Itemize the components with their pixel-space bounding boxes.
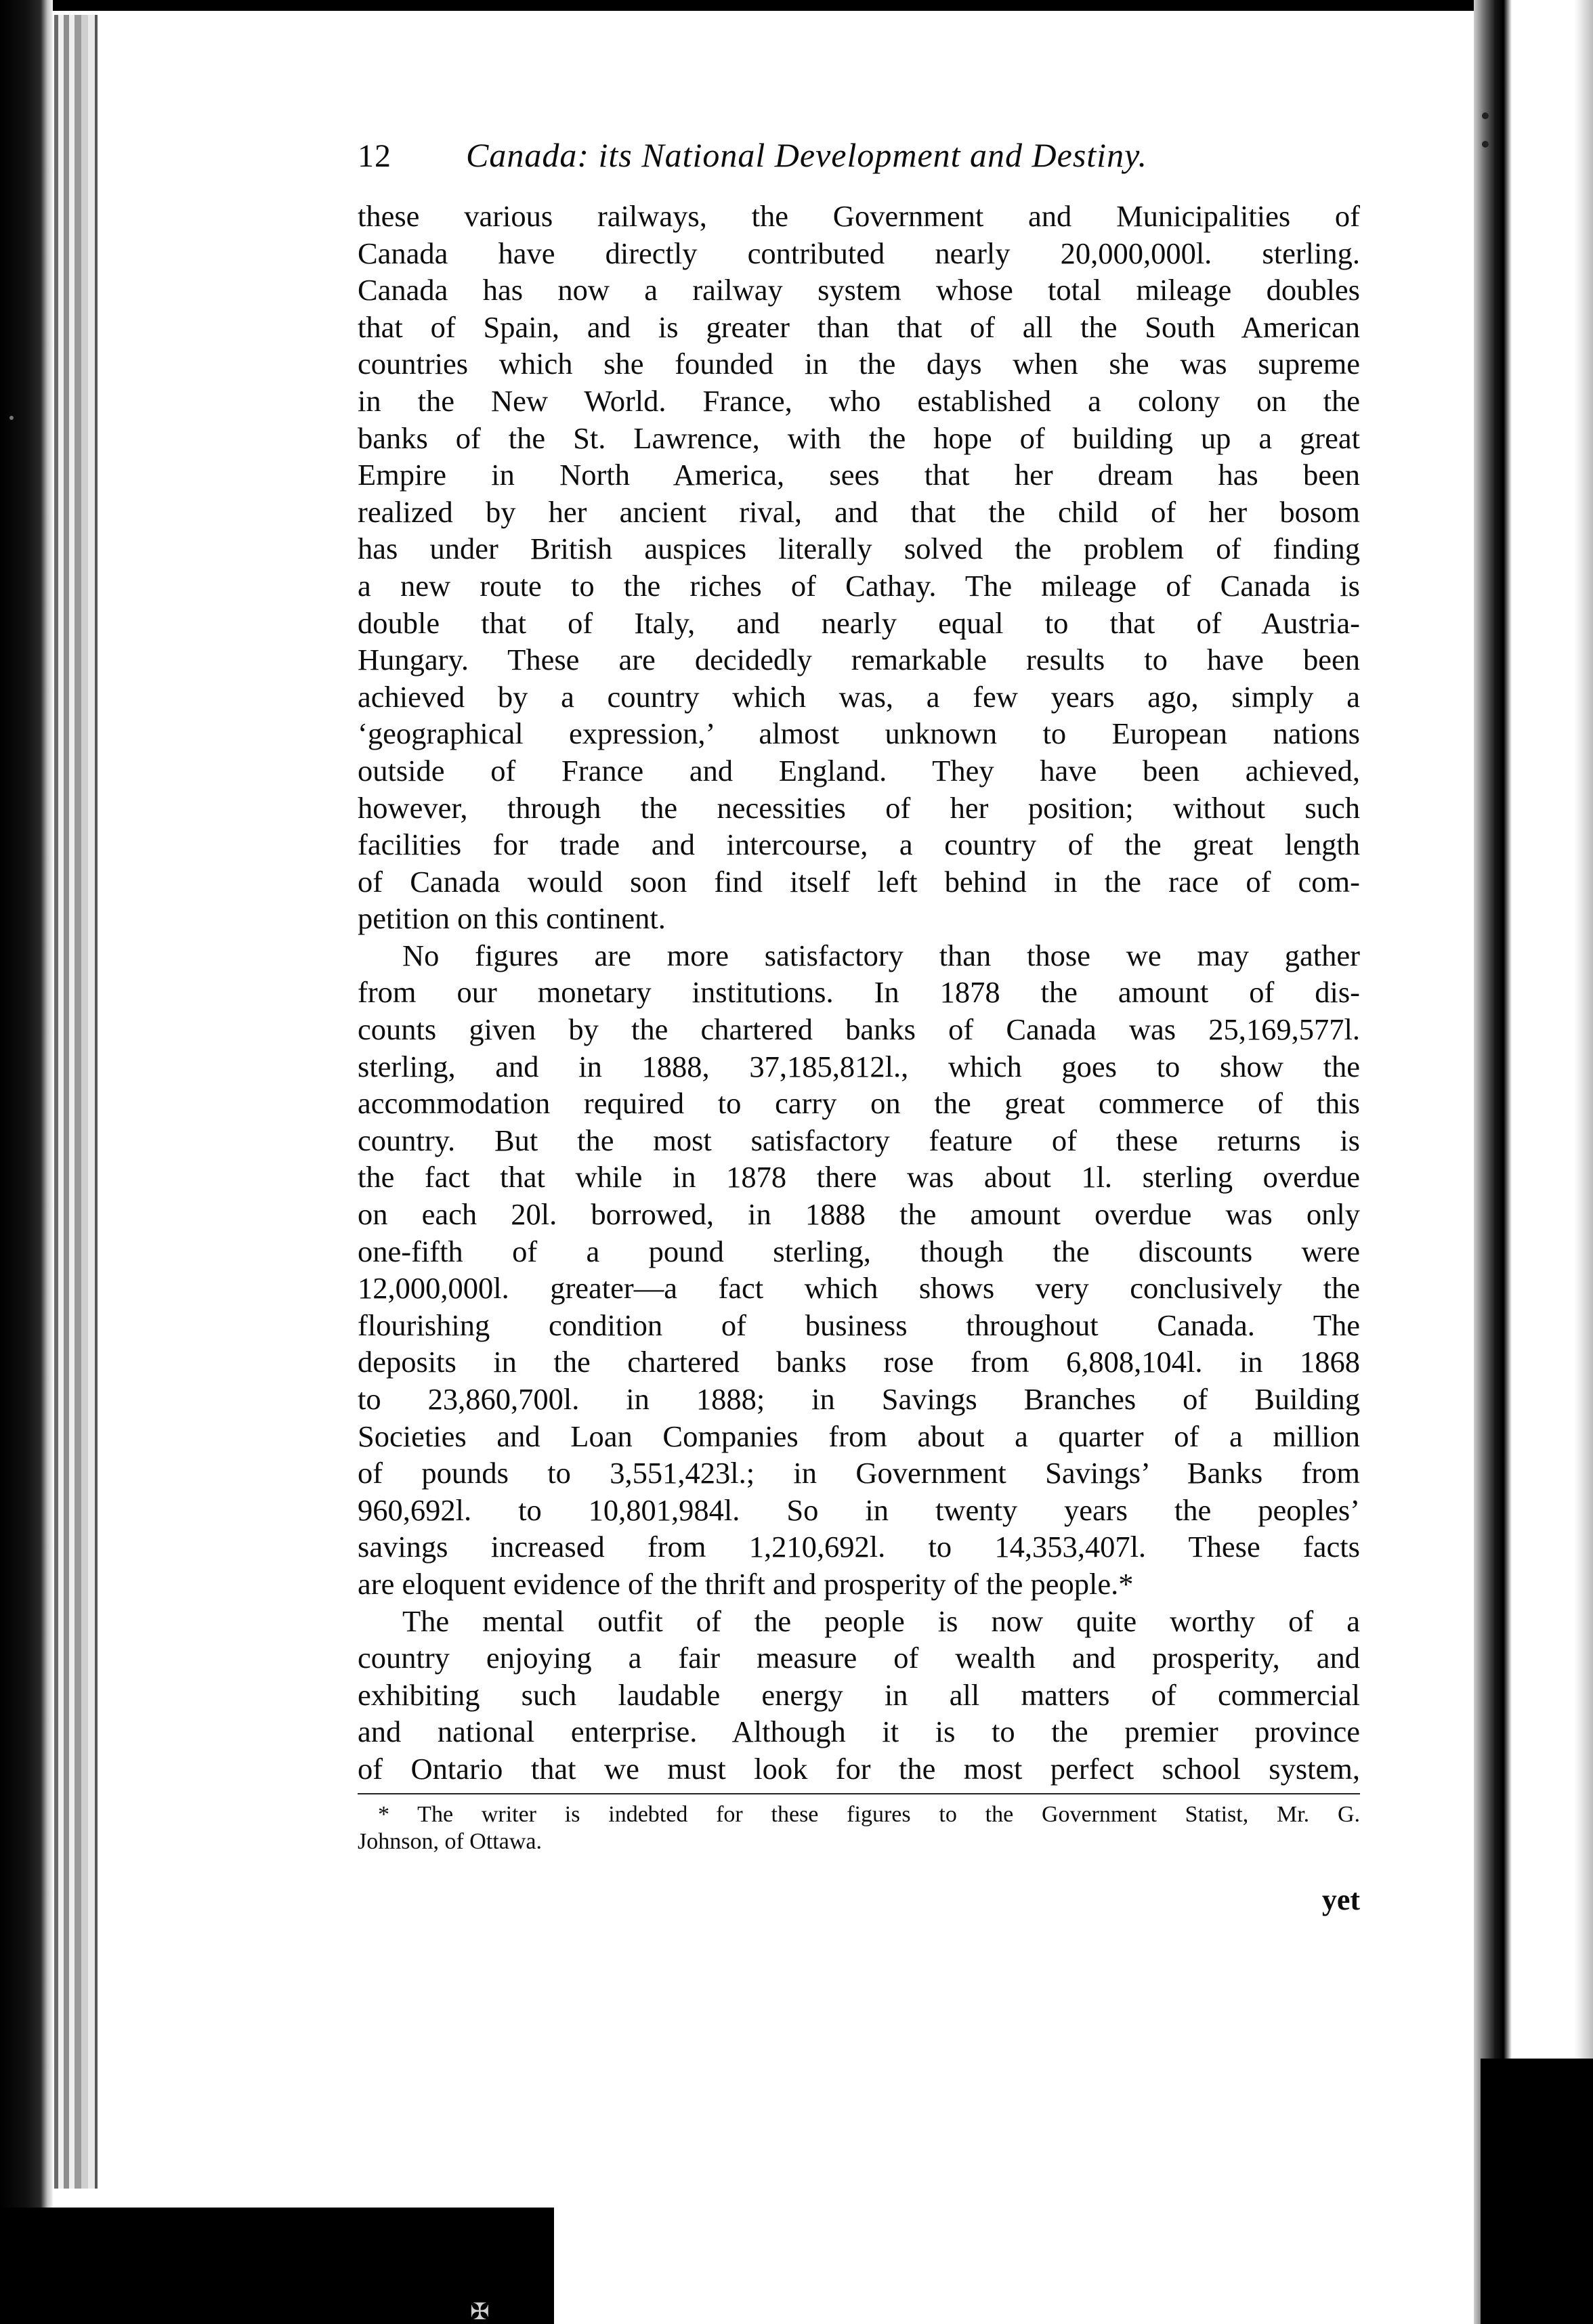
scan-left-edge bbox=[0, 0, 53, 2324]
running-title: Canada: its National Development and Destiny. bbox=[466, 136, 1148, 174]
body-line: deposits in the chartered banks rose from 6,808,104l. in 1868 bbox=[358, 1345, 1360, 1379]
body-line: of Canada would soon find itself left behind in the race of com- bbox=[358, 864, 1360, 899]
paragraph-start-line: The mental outfit of the people is now quite worthy of a bbox=[402, 1604, 1360, 1638]
body-line: Hungary. These are decidedly remarkable results to have been bbox=[358, 643, 1360, 677]
scan-bottom-right-shadow bbox=[1481, 2059, 1593, 2324]
body-line: facilities for trade and intercourse, a country of the great length bbox=[358, 827, 1360, 862]
body-line: one-fifth of a pound sterling, though the discounts were bbox=[358, 1234, 1360, 1268]
body-line: exhibiting such laudable energy in all matters of commercial bbox=[358, 1677, 1360, 1712]
body-line: country enjoying a fair measure of wealth and prosperity, and bbox=[358, 1641, 1360, 1675]
body-line: on each 20l. borrowed, in 1888 the amount overdue was only bbox=[358, 1197, 1360, 1232]
body-text bbox=[358, 198, 1360, 1788]
body-line: and national enterprise. Although it is to the premier province bbox=[358, 1715, 1360, 1749]
footnote bbox=[358, 1801, 1360, 1855]
body-line: of Ontario that we must look for the most perfect school system, bbox=[358, 1751, 1360, 1786]
text-block bbox=[358, 135, 1360, 1917]
scan-top-edge bbox=[0, 0, 1593, 11]
footnote-line: Johnson, of Ottawa. bbox=[358, 1828, 542, 1854]
body-line: from our monetary institutions. In 1878 the amount of dis- bbox=[358, 975, 1360, 1010]
body-line: savings increased from 1,210,692l. to 14,353,407l. These facts bbox=[358, 1530, 1360, 1564]
footnote-rule bbox=[358, 1793, 1360, 1794]
body-line: outside of France and England. They have been achieved, bbox=[358, 753, 1360, 788]
body-line: Empire in North America, sees that her dream has been bbox=[358, 458, 1360, 492]
body-line: the fact that while in 1878 there was about 1l. sterling overdue bbox=[358, 1160, 1360, 1195]
scan-speck bbox=[1482, 141, 1489, 148]
facing-page-strip bbox=[1494, 0, 1593, 2324]
ornament-mark: ✠ bbox=[470, 2298, 490, 2324]
footnote-line: * The writer is indebted for these figures to the Government Statist, Mr. G. bbox=[378, 1801, 1360, 1827]
page-bottom-lip bbox=[554, 2206, 1482, 2324]
body-line: country. But the most satisfactory feature of these returns is bbox=[358, 1123, 1360, 1157]
page-number: 12 bbox=[358, 138, 391, 174]
body-line: countries which she founded in the days when she was supreme bbox=[358, 347, 1360, 381]
body-line: ‘geographical expression,’ almost unknown to European nations bbox=[358, 716, 1360, 751]
body-line: 960,692l. to 10,801,984l. So in twenty years the peoples’ bbox=[358, 1492, 1360, 1527]
body-line: has under British auspices literally solved the problem of finding bbox=[358, 532, 1360, 566]
body-line: that of Spain, and is greater than that of all the South American bbox=[358, 309, 1360, 344]
body-line: 12,000,000l. greater—a fact which shows very conclusively the bbox=[358, 1271, 1360, 1306]
running-head bbox=[358, 135, 1360, 184]
body-line: sterling, and in 1888, 37,185,812l., which goes to show the bbox=[358, 1049, 1360, 1083]
paragraph-start-line: No figures are more satisfactory than those we may gather bbox=[402, 938, 1360, 972]
body-line: of pounds to 3,551,423l.; in Government Savings’ Banks from bbox=[358, 1456, 1360, 1490]
catchword: yet bbox=[1321, 1882, 1360, 1916]
body-line: counts given by the chartered banks of Canada was 25,169,577l. bbox=[358, 1012, 1360, 1047]
body-line: Canada have directly contributed nearly 20,000,000l. sterling. bbox=[358, 236, 1360, 270]
paragraph-end-line: are eloquent evidence of the thrift and prosperity of the people.* bbox=[358, 1566, 1134, 1601]
body-line: however, through the necessities of her position; without such bbox=[358, 790, 1360, 825]
body-line: in the New World. France, who established a colony on the bbox=[358, 383, 1360, 418]
body-line: accommodation required to carry on the great commerce of this bbox=[358, 1086, 1360, 1121]
paragraph-end-line: petition on this continent. bbox=[358, 901, 666, 936]
body-line: to 23,860,700l. in 1888; in Savings Branches of Building bbox=[358, 1382, 1360, 1416]
body-line: a new route to the riches of Cathay. The mileage of Canada is bbox=[358, 568, 1360, 603]
book-binding-edge bbox=[1474, 0, 1494, 2324]
body-line: flourishing condition of business throughout Canada. The bbox=[358, 1308, 1360, 1342]
scan-speck bbox=[1482, 112, 1489, 119]
body-line: realized by her ancient rival, and that the child of her bosom bbox=[358, 494, 1360, 529]
body-line: Canada has now a railway system whose total mileage doubles bbox=[358, 273, 1360, 307]
body-line: achieved by a country which was, a few years ago, simply a bbox=[358, 679, 1360, 714]
body-line: double that of Italy, and nearly equal to that of Austria- bbox=[358, 605, 1360, 640]
scan-speck bbox=[9, 416, 14, 420]
body-line: these various railways, the Government and Municipalities of bbox=[358, 199, 1360, 233]
body-line: Societies and Loan Companies from about a quarter of a million bbox=[358, 1419, 1360, 1453]
body-line: banks of the St. Lawrence, with the hope of building up a great bbox=[358, 421, 1360, 455]
